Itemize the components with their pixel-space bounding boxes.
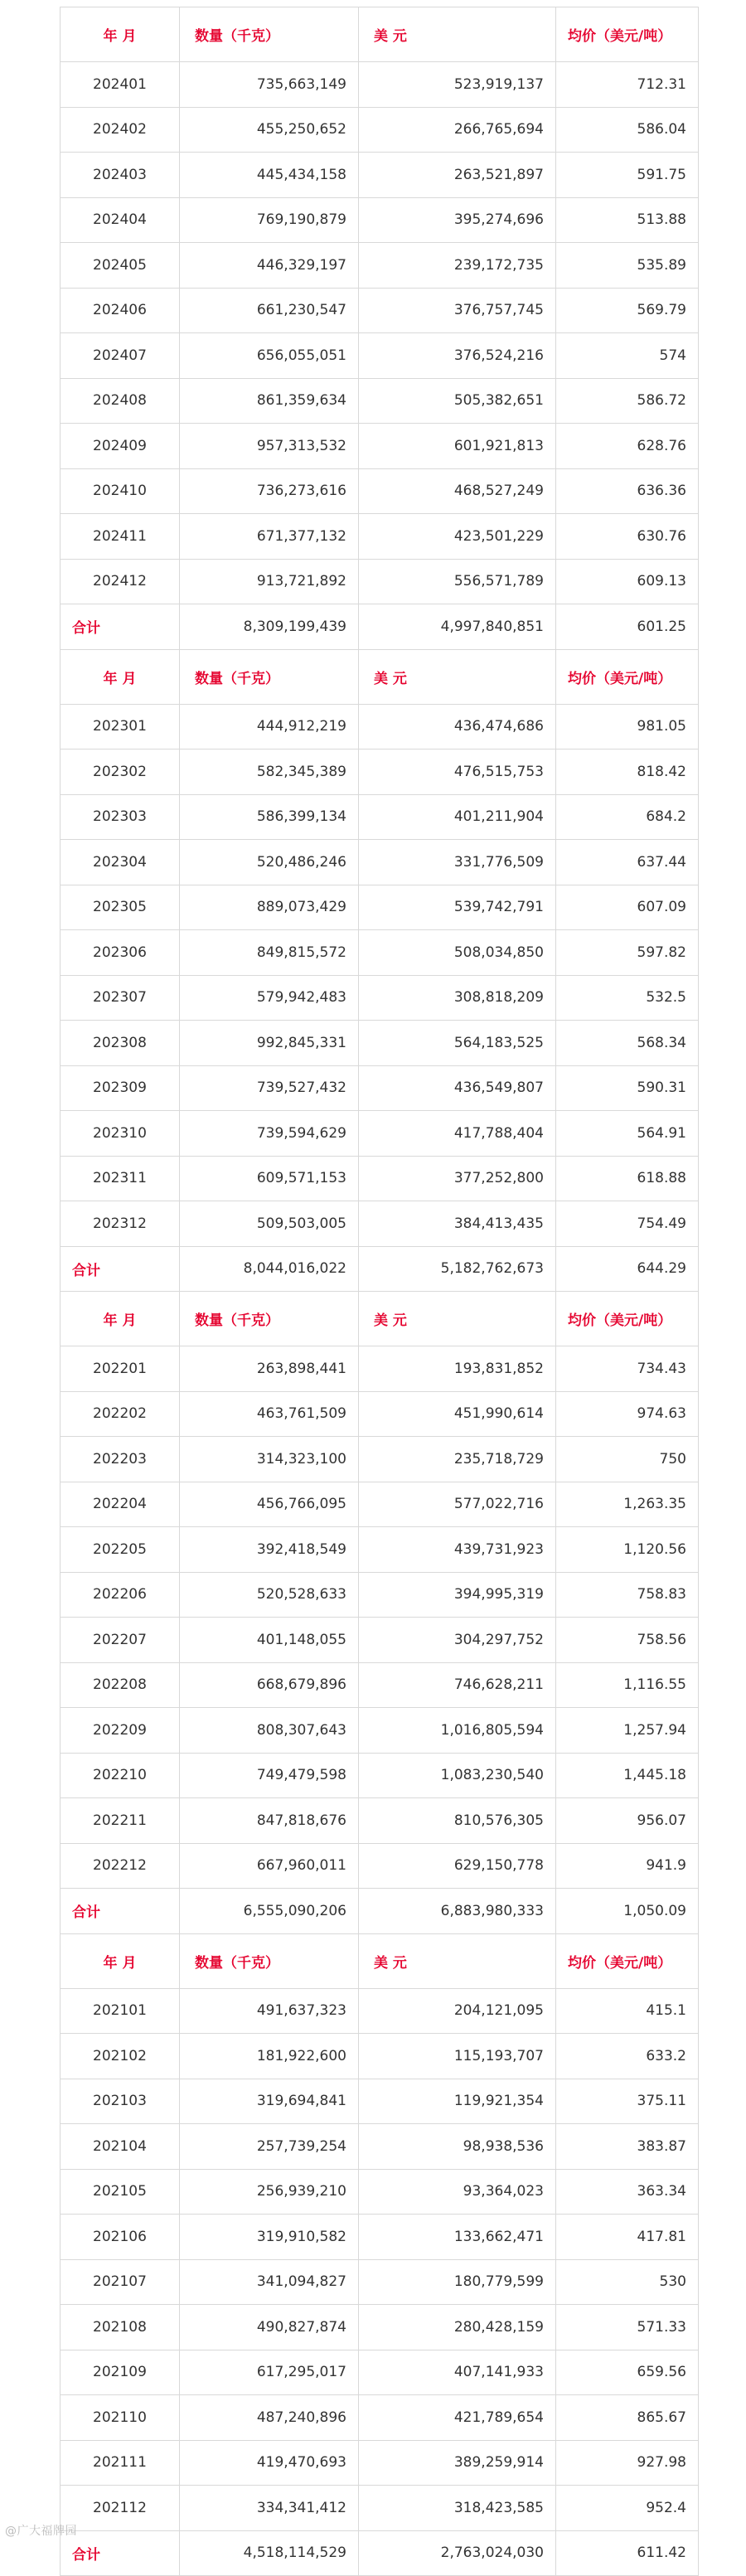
period-cell: 202302 bbox=[61, 750, 180, 795]
quantity-cell: 487,240,896 bbox=[180, 2395, 359, 2441]
total-quantity-cell: 8,044,016,022 bbox=[180, 1246, 359, 1292]
usd-cell: 133,662,471 bbox=[359, 2215, 556, 2260]
usd-cell: 523,919,137 bbox=[359, 62, 556, 108]
period-cell: 202104 bbox=[61, 2124, 180, 2170]
table-row bbox=[61, 2395, 699, 2441]
quantity-cell: 992,845,331 bbox=[180, 1021, 359, 1066]
usd-cell: 376,524,216 bbox=[359, 333, 556, 379]
usd-cell: 407,141,933 bbox=[359, 2350, 556, 2395]
quantity-cell: 847,818,676 bbox=[180, 1798, 359, 1844]
usd-cell: 119,921,354 bbox=[359, 2079, 556, 2124]
price-cell: 712.31 bbox=[556, 62, 699, 108]
table-row bbox=[61, 930, 699, 976]
header-row bbox=[61, 1933, 699, 1988]
quantity-cell: 736,273,616 bbox=[180, 468, 359, 514]
period-cell: 202408 bbox=[61, 378, 180, 424]
table-row bbox=[61, 153, 699, 198]
total-usd-cell: 4,997,840,851 bbox=[359, 604, 556, 650]
table-row bbox=[61, 288, 699, 333]
trade-table bbox=[60, 7, 699, 2576]
period-cell: 202202 bbox=[61, 1391, 180, 1437]
watermark-text: @广大福牌园 bbox=[5, 2525, 77, 2538]
usd-cell: 508,034,850 bbox=[359, 930, 556, 976]
price-cell: 586.72 bbox=[556, 378, 699, 424]
period-cell: 202206 bbox=[61, 1572, 180, 1618]
period-cell: 202305 bbox=[61, 885, 180, 930]
total-quantity-cell: 8,309,199,439 bbox=[180, 604, 359, 650]
period-cell: 202204 bbox=[61, 1482, 180, 1527]
usd-cell: 468,527,249 bbox=[359, 468, 556, 514]
price-cell: 1,116.55 bbox=[556, 1662, 699, 1708]
total-quantity-cell: 6,555,090,206 bbox=[180, 1889, 359, 1934]
quantity-cell: 749,479,598 bbox=[180, 1753, 359, 1798]
period-cell: 202405 bbox=[61, 243, 180, 289]
period-cell: 202308 bbox=[61, 1021, 180, 1066]
quantity-cell: 455,250,652 bbox=[180, 107, 359, 153]
header-period: 年 月 bbox=[61, 1292, 180, 1346]
period-cell: 202406 bbox=[61, 288, 180, 333]
price-cell: 758.83 bbox=[556, 1572, 699, 1618]
usd-cell: 417,788,404 bbox=[359, 1111, 556, 1157]
price-cell: 564.91 bbox=[556, 1111, 699, 1157]
header-quantity: 数量（千克） bbox=[180, 1933, 359, 1988]
header-price: 均价（美元/吨） bbox=[556, 1292, 699, 1346]
price-cell: 597.82 bbox=[556, 930, 699, 976]
table-row bbox=[61, 704, 699, 750]
period-cell: 202309 bbox=[61, 1065, 180, 1111]
quantity-cell: 520,486,246 bbox=[180, 840, 359, 885]
quantity-cell: 739,594,629 bbox=[180, 1111, 359, 1157]
quantity-cell: 889,073,429 bbox=[180, 885, 359, 930]
usd-cell: 423,501,229 bbox=[359, 514, 556, 560]
usd-cell: 577,022,716 bbox=[359, 1482, 556, 1527]
quantity-cell: 456,766,095 bbox=[180, 1482, 359, 1527]
table-row bbox=[61, 1753, 699, 1798]
period-cell: 202108 bbox=[61, 2305, 180, 2350]
period-cell: 202106 bbox=[61, 2215, 180, 2260]
table-row bbox=[61, 514, 699, 560]
table-row bbox=[61, 1482, 699, 1527]
total-label: 合计 bbox=[61, 2530, 180, 2576]
total-usd-cell: 6,883,980,333 bbox=[359, 1889, 556, 1934]
period-cell: 202205 bbox=[61, 1527, 180, 1573]
period-cell: 202203 bbox=[61, 1437, 180, 1482]
quantity-cell: 617,295,017 bbox=[180, 2350, 359, 2395]
price-cell: 636.36 bbox=[556, 468, 699, 514]
quantity-cell: 419,470,693 bbox=[180, 2440, 359, 2486]
price-cell: 607.09 bbox=[556, 885, 699, 930]
price-cell: 684.2 bbox=[556, 794, 699, 840]
quantity-cell: 861,359,634 bbox=[180, 378, 359, 424]
total-row bbox=[61, 2530, 699, 2576]
price-cell: 630.76 bbox=[556, 514, 699, 560]
quantity-cell: 671,377,132 bbox=[180, 514, 359, 560]
price-cell: 417.81 bbox=[556, 2215, 699, 2260]
price-cell: 1,120.56 bbox=[556, 1527, 699, 1573]
period-cell: 202310 bbox=[61, 1111, 180, 1157]
quantity-cell: 491,637,323 bbox=[180, 1988, 359, 2034]
price-cell: 568.34 bbox=[556, 1021, 699, 1066]
period-cell: 202404 bbox=[61, 197, 180, 243]
price-cell: 535.89 bbox=[556, 243, 699, 289]
table-row bbox=[61, 1572, 699, 1618]
total-label: 合计 bbox=[61, 604, 180, 650]
period-cell: 202410 bbox=[61, 468, 180, 514]
quantity-cell: 609,571,153 bbox=[180, 1156, 359, 1201]
table-row bbox=[61, 468, 699, 514]
price-cell: 530 bbox=[556, 2259, 699, 2305]
price-cell: 750 bbox=[556, 1437, 699, 1482]
usd-cell: 115,193,707 bbox=[359, 2034, 556, 2079]
quantity-cell: 319,910,582 bbox=[180, 2215, 359, 2260]
total-price-cell: 1,050.09 bbox=[556, 1889, 699, 1934]
usd-cell: 235,718,729 bbox=[359, 1437, 556, 1482]
period-cell: 202207 bbox=[61, 1618, 180, 1663]
total-label: 合计 bbox=[61, 1246, 180, 1292]
price-cell: 590.31 bbox=[556, 1065, 699, 1111]
price-cell: 1,257.94 bbox=[556, 1708, 699, 1754]
quantity-cell: 509,503,005 bbox=[180, 1201, 359, 1247]
usd-cell: 439,731,923 bbox=[359, 1527, 556, 1573]
header-period: 年 月 bbox=[61, 1933, 180, 1988]
usd-cell: 266,765,694 bbox=[359, 107, 556, 153]
table-row bbox=[61, 1798, 699, 1844]
price-cell: 1,445.18 bbox=[556, 1753, 699, 1798]
table-row bbox=[61, 1988, 699, 2034]
period-cell: 202409 bbox=[61, 424, 180, 469]
price-cell: 927.98 bbox=[556, 2440, 699, 2486]
period-cell: 202110 bbox=[61, 2395, 180, 2441]
usd-cell: 539,742,791 bbox=[359, 885, 556, 930]
price-cell: 513.88 bbox=[556, 197, 699, 243]
table-row bbox=[61, 975, 699, 1021]
price-cell: 569.79 bbox=[556, 288, 699, 333]
header-row bbox=[61, 7, 699, 62]
quantity-cell: 319,694,841 bbox=[180, 2079, 359, 2124]
table-row bbox=[61, 2259, 699, 2305]
table-row bbox=[61, 1708, 699, 1754]
total-label: 合计 bbox=[61, 1889, 180, 1934]
usd-cell: 421,789,654 bbox=[359, 2395, 556, 2441]
total-price-cell: 611.42 bbox=[556, 2530, 699, 2576]
table-row bbox=[61, 2034, 699, 2079]
period-cell: 202407 bbox=[61, 333, 180, 379]
price-cell: 981.05 bbox=[556, 704, 699, 750]
usd-cell: 180,779,599 bbox=[359, 2259, 556, 2305]
header-period: 年 月 bbox=[61, 649, 180, 704]
quantity-cell: 808,307,643 bbox=[180, 1708, 359, 1754]
price-cell: 865.67 bbox=[556, 2395, 699, 2441]
usd-cell: 331,776,509 bbox=[359, 840, 556, 885]
table-row bbox=[61, 2350, 699, 2395]
period-cell: 202301 bbox=[61, 704, 180, 750]
usd-cell: 308,818,209 bbox=[359, 975, 556, 1021]
usd-cell: 394,995,319 bbox=[359, 1572, 556, 1618]
usd-cell: 377,252,800 bbox=[359, 1156, 556, 1201]
total-price-cell: 601.25 bbox=[556, 604, 699, 650]
header-row bbox=[61, 649, 699, 704]
price-cell: 941.9 bbox=[556, 1843, 699, 1889]
table-row bbox=[61, 1843, 699, 1889]
price-cell: 363.34 bbox=[556, 2169, 699, 2215]
usd-cell: 564,183,525 bbox=[359, 1021, 556, 1066]
total-row bbox=[61, 1246, 699, 1292]
table-row bbox=[61, 840, 699, 885]
price-cell: 618.88 bbox=[556, 1156, 699, 1201]
price-cell: 754.49 bbox=[556, 1201, 699, 1247]
price-cell: 383.87 bbox=[556, 2124, 699, 2170]
table-row bbox=[61, 1437, 699, 1482]
table-row bbox=[61, 794, 699, 840]
usd-cell: 451,990,614 bbox=[359, 1391, 556, 1437]
table-row bbox=[61, 243, 699, 289]
table-row bbox=[61, 197, 699, 243]
usd-cell: 98,938,536 bbox=[359, 2124, 556, 2170]
table-row bbox=[61, 1021, 699, 1066]
table-row bbox=[61, 1156, 699, 1201]
usd-cell: 1,016,805,594 bbox=[359, 1708, 556, 1754]
price-cell: 415.1 bbox=[556, 1988, 699, 2034]
usd-cell: 810,576,305 bbox=[359, 1798, 556, 1844]
quantity-cell: 256,939,210 bbox=[180, 2169, 359, 2215]
quantity-cell: 913,721,892 bbox=[180, 559, 359, 604]
table-row bbox=[61, 2079, 699, 2124]
period-cell: 202312 bbox=[61, 1201, 180, 1247]
quantity-cell: 463,761,509 bbox=[180, 1391, 359, 1437]
price-cell: 586.04 bbox=[556, 107, 699, 153]
quantity-cell: 263,898,441 bbox=[180, 1346, 359, 1392]
usd-cell: 395,274,696 bbox=[359, 197, 556, 243]
quantity-cell: 769,190,879 bbox=[180, 197, 359, 243]
period-cell: 202402 bbox=[61, 107, 180, 153]
usd-cell: 746,628,211 bbox=[359, 1662, 556, 1708]
quantity-cell: 735,663,149 bbox=[180, 62, 359, 108]
period-cell: 202307 bbox=[61, 975, 180, 1021]
table-row bbox=[61, 424, 699, 469]
usd-cell: 93,364,023 bbox=[359, 2169, 556, 2215]
period-cell: 202411 bbox=[61, 514, 180, 560]
quantity-cell: 739,527,432 bbox=[180, 1065, 359, 1111]
price-cell: 628.76 bbox=[556, 424, 699, 469]
usd-cell: 556,571,789 bbox=[359, 559, 556, 604]
quantity-cell: 401,148,055 bbox=[180, 1618, 359, 1663]
period-cell: 202112 bbox=[61, 2486, 180, 2531]
header-quantity: 数量（千克） bbox=[180, 1292, 359, 1346]
quantity-cell: 341,094,827 bbox=[180, 2259, 359, 2305]
price-cell: 375.11 bbox=[556, 2079, 699, 2124]
quantity-cell: 444,912,219 bbox=[180, 704, 359, 750]
table-row bbox=[61, 333, 699, 379]
table-row bbox=[61, 1527, 699, 1573]
period-cell: 202210 bbox=[61, 1753, 180, 1798]
period-cell: 202102 bbox=[61, 2034, 180, 2079]
price-cell: 571.33 bbox=[556, 2305, 699, 2350]
price-cell: 637.44 bbox=[556, 840, 699, 885]
period-cell: 202109 bbox=[61, 2350, 180, 2395]
table-row bbox=[61, 2486, 699, 2531]
quantity-cell: 334,341,412 bbox=[180, 2486, 359, 2531]
header-usd: 美 元 bbox=[359, 1292, 556, 1346]
header-quantity: 数量（千克） bbox=[180, 7, 359, 62]
period-cell: 202107 bbox=[61, 2259, 180, 2305]
table-row bbox=[61, 2440, 699, 2486]
period-cell: 202211 bbox=[61, 1798, 180, 1844]
price-cell: 952.4 bbox=[556, 2486, 699, 2531]
quantity-cell: 181,922,600 bbox=[180, 2034, 359, 2079]
usd-cell: 1,083,230,540 bbox=[359, 1753, 556, 1798]
quantity-cell: 661,230,547 bbox=[180, 288, 359, 333]
usd-cell: 389,259,914 bbox=[359, 2440, 556, 2486]
usd-cell: 263,521,897 bbox=[359, 153, 556, 198]
table-row bbox=[61, 1201, 699, 1247]
total-usd-cell: 5,182,762,673 bbox=[359, 1246, 556, 1292]
header-row bbox=[61, 1292, 699, 1346]
quantity-cell: 586,399,134 bbox=[180, 794, 359, 840]
total-row bbox=[61, 604, 699, 650]
period-cell: 202403 bbox=[61, 153, 180, 198]
quantity-cell: 957,313,532 bbox=[180, 424, 359, 469]
period-cell: 202311 bbox=[61, 1156, 180, 1201]
table-row bbox=[61, 1346, 699, 1392]
usd-cell: 239,172,735 bbox=[359, 243, 556, 289]
header-price: 均价（美元/吨） bbox=[556, 1933, 699, 1988]
usd-cell: 601,921,813 bbox=[359, 424, 556, 469]
quantity-cell: 668,679,896 bbox=[180, 1662, 359, 1708]
header-usd: 美 元 bbox=[359, 7, 556, 62]
period-cell: 202105 bbox=[61, 2169, 180, 2215]
table-row bbox=[61, 1111, 699, 1157]
trade-table-body bbox=[61, 7, 699, 2576]
price-cell: 591.75 bbox=[556, 153, 699, 198]
usd-cell: 505,382,651 bbox=[359, 378, 556, 424]
price-cell: 818.42 bbox=[556, 750, 699, 795]
table-row bbox=[61, 1662, 699, 1708]
table-row bbox=[61, 2305, 699, 2350]
usd-cell: 436,474,686 bbox=[359, 704, 556, 750]
price-cell: 609.13 bbox=[556, 559, 699, 604]
quantity-cell: 582,345,389 bbox=[180, 750, 359, 795]
table-row bbox=[61, 1065, 699, 1111]
period-cell: 202101 bbox=[61, 1988, 180, 2034]
usd-cell: 280,428,159 bbox=[359, 2305, 556, 2350]
table-row bbox=[61, 1618, 699, 1663]
period-cell: 202201 bbox=[61, 1346, 180, 1392]
header-period: 年 月 bbox=[61, 7, 180, 62]
header-usd: 美 元 bbox=[359, 1933, 556, 1988]
price-cell: 734.43 bbox=[556, 1346, 699, 1392]
table-row bbox=[61, 107, 699, 153]
usd-cell: 304,297,752 bbox=[359, 1618, 556, 1663]
price-cell: 956.07 bbox=[556, 1798, 699, 1844]
quantity-cell: 667,960,011 bbox=[180, 1843, 359, 1889]
period-cell: 202208 bbox=[61, 1662, 180, 1708]
quantity-cell: 849,815,572 bbox=[180, 930, 359, 976]
total-price-cell: 644.29 bbox=[556, 1246, 699, 1292]
price-cell: 974.63 bbox=[556, 1391, 699, 1437]
quantity-cell: 446,329,197 bbox=[180, 243, 359, 289]
usd-cell: 436,549,807 bbox=[359, 1065, 556, 1111]
header-price: 均价（美元/吨） bbox=[556, 7, 699, 62]
quantity-cell: 579,942,483 bbox=[180, 975, 359, 1021]
quantity-cell: 314,323,100 bbox=[180, 1437, 359, 1482]
quantity-cell: 257,739,254 bbox=[180, 2124, 359, 2170]
price-cell: 758.56 bbox=[556, 1618, 699, 1663]
table-row bbox=[61, 559, 699, 604]
period-cell: 202209 bbox=[61, 1708, 180, 1754]
total-row bbox=[61, 1889, 699, 1934]
price-cell: 633.2 bbox=[556, 2034, 699, 2079]
quantity-cell: 392,418,549 bbox=[180, 1527, 359, 1573]
quantity-cell: 445,434,158 bbox=[180, 153, 359, 198]
period-cell: 202401 bbox=[61, 62, 180, 108]
usd-cell: 476,515,753 bbox=[359, 750, 556, 795]
period-cell: 202306 bbox=[61, 930, 180, 976]
usd-cell: 629,150,778 bbox=[359, 1843, 556, 1889]
table-row bbox=[61, 62, 699, 108]
total-usd-cell: 2,763,024,030 bbox=[359, 2530, 556, 2576]
table-row bbox=[61, 2215, 699, 2260]
header-quantity: 数量（千克） bbox=[180, 649, 359, 704]
header-usd: 美 元 bbox=[359, 649, 556, 704]
quantity-cell: 520,528,633 bbox=[180, 1572, 359, 1618]
period-cell: 202103 bbox=[61, 2079, 180, 2124]
table-row bbox=[61, 750, 699, 795]
period-cell: 202303 bbox=[61, 794, 180, 840]
quantity-cell: 656,055,051 bbox=[180, 333, 359, 379]
usd-cell: 204,121,095 bbox=[359, 1988, 556, 2034]
price-cell: 574 bbox=[556, 333, 699, 379]
usd-cell: 318,423,585 bbox=[359, 2486, 556, 2531]
price-cell: 1,263.35 bbox=[556, 1482, 699, 1527]
trade-data-page bbox=[60, 7, 698, 2576]
period-cell: 202111 bbox=[61, 2440, 180, 2486]
quantity-cell: 490,827,874 bbox=[180, 2305, 359, 2350]
usd-cell: 384,413,435 bbox=[359, 1201, 556, 1247]
table-row bbox=[61, 1391, 699, 1437]
price-cell: 532.5 bbox=[556, 975, 699, 1021]
usd-cell: 376,757,745 bbox=[359, 288, 556, 333]
price-cell: 659.56 bbox=[556, 2350, 699, 2395]
period-cell: 202412 bbox=[61, 559, 180, 604]
usd-cell: 193,831,852 bbox=[359, 1346, 556, 1392]
table-row bbox=[61, 2169, 699, 2215]
period-cell: 202304 bbox=[61, 840, 180, 885]
table-row bbox=[61, 2124, 699, 2170]
table-row bbox=[61, 885, 699, 930]
total-quantity-cell: 4,518,114,529 bbox=[180, 2530, 359, 2576]
table-row bbox=[61, 378, 699, 424]
usd-cell: 401,211,904 bbox=[359, 794, 556, 840]
header-price: 均价（美元/吨） bbox=[556, 649, 699, 704]
period-cell: 202212 bbox=[61, 1843, 180, 1889]
